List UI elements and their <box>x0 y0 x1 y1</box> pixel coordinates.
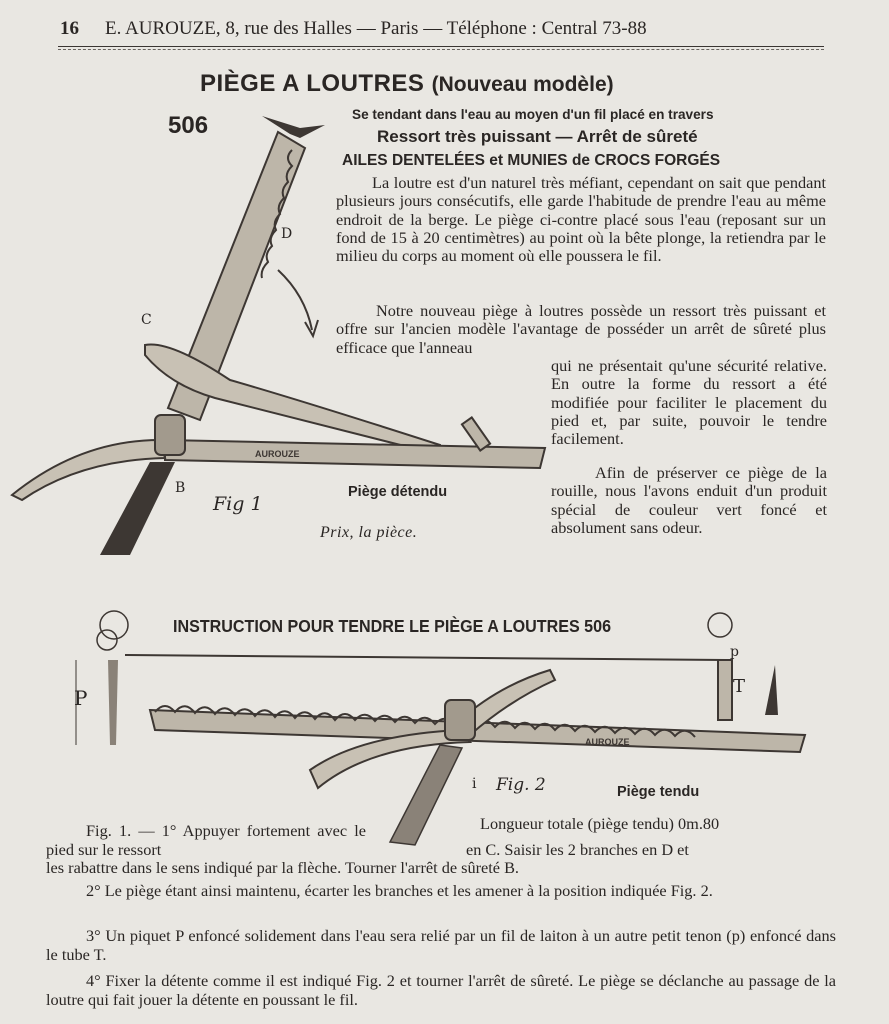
instruction-step-4: 4° Fixer la détente comme il est indiqué Fig. 2 et tourner l'arrêt de sûreté. Le piège se déclanche au passage de la loutre qui fait jouer la détente en poussant le fil. <box>46 971 836 1009</box>
figure-2-caption: Piège tendu <box>617 784 700 800</box>
instruction-heading: INSTRUCTION POUR TENDRE LE PIÈGE A LOUTRES 506 <box>173 616 612 636</box>
total-length: Longueur totale (piège tendu) 0m.80 <box>480 814 720 833</box>
arrow <box>278 270 312 330</box>
tuft-left-2 <box>97 630 117 650</box>
label-b: B <box>175 480 186 496</box>
tuft-left <box>100 611 128 639</box>
stamp-fig2: AUROUZE <box>585 737 630 747</box>
trigger-fig2 <box>765 665 778 715</box>
figure-1-label: Fig 1 <box>213 493 263 515</box>
instruction-step-1c: en C. Saisir les 2 branches en D et <box>466 840 689 859</box>
label-i: i <box>472 776 477 792</box>
leg-down <box>100 462 175 555</box>
product-feature-1: Ressort très puissant — Arrêt de sûreté <box>377 127 698 146</box>
hinge-fig2 <box>445 700 475 740</box>
trigger-top <box>262 116 325 138</box>
leg-fig2 <box>390 745 462 845</box>
description-paragraph-2b: qui ne présentait qu'une sécurité relative. En outre la forme du ressort a été modifiée pour faciliter le placement du pied et, par suite, pouvoir le tendre facilement. <box>551 356 827 449</box>
tube-t <box>718 660 732 720</box>
tuft-right <box>708 613 732 637</box>
instruction-step-1a: Fig. 1. — 1° Appuyer fortement avec le pied sur le ressort <box>46 821 366 859</box>
title-subtitle: (Nouveau modèle) <box>431 73 614 96</box>
instruction-step-2: 2° Le piège étant ainsi maintenu, écarter les branches et les amener à la position indiquée Fig. 2. <box>86 881 713 900</box>
description-paragraph-1: La loutre est d'un naturel très méfiant, cependant on sait que pendant plusieurs jours consécutifs, elle garde l'habitude de prendre l'eau au même endroit de la berge. Le piège ci-contre placé sous l'eau (reposant sur un fond de 15 à 20 centimètres) au point où la bête plonge, la retiendra par le milieu du corps au moment où elle poussera le fil. <box>336 173 826 266</box>
hinge <box>155 415 185 455</box>
label-t: T <box>733 676 746 697</box>
figure-1-caption: Piège détendu <box>348 484 448 500</box>
product-number: 506 <box>168 112 209 139</box>
wire <box>125 655 725 660</box>
page-number: 16 <box>60 18 79 39</box>
product-feature-2: AILES DENTELÉES et MUNIES de CROCS FORGÉS <box>342 152 721 169</box>
label-p-big: P <box>74 686 88 710</box>
instruction-step-3: 3° Un piquet P enfoncé solidement dans l'eau sera relié par un fil de laiton à un autre petit tenon (p) enfoncé dans le tube T. <box>46 926 836 964</box>
label-d: D <box>281 226 293 242</box>
publisher-line: E. AUROUZE, 8, rue des Halles — Paris — Téléphone : Central 73-88 <box>105 18 647 39</box>
product-tagline: Se tendant dans l'eau au moyen d'un fil placé en travers <box>352 107 714 122</box>
figure-2-label: Fig. 2 <box>496 775 546 795</box>
instruction-step-1b: les rabattre dans le sens indiqué par la flèche. Tourner l'arrêt de sûreté B. <box>46 858 520 877</box>
title-main: PIÈGE A LOUTRES <box>200 70 425 97</box>
label-c: C <box>141 312 152 328</box>
stamp-fig1: AUROUZE <box>255 449 300 459</box>
label-p-small: p <box>730 644 739 660</box>
description-paragraph-2a: Notre nouveau piège à loutres possède un ressort très puissant et offre sur l'ancien modèle l'avantage de posséder un arrêt de sûreté plus efficace que l'anneau <box>336 301 826 357</box>
stake-p <box>108 660 118 745</box>
description-paragraph-3: Afin de préserver ce piège de la rouille, nous l'avons enduit d'un produit spécial de couleur vert foncé et absolument sans odeur. <box>551 463 827 537</box>
price-label: Prix, la pièce. <box>320 524 418 541</box>
